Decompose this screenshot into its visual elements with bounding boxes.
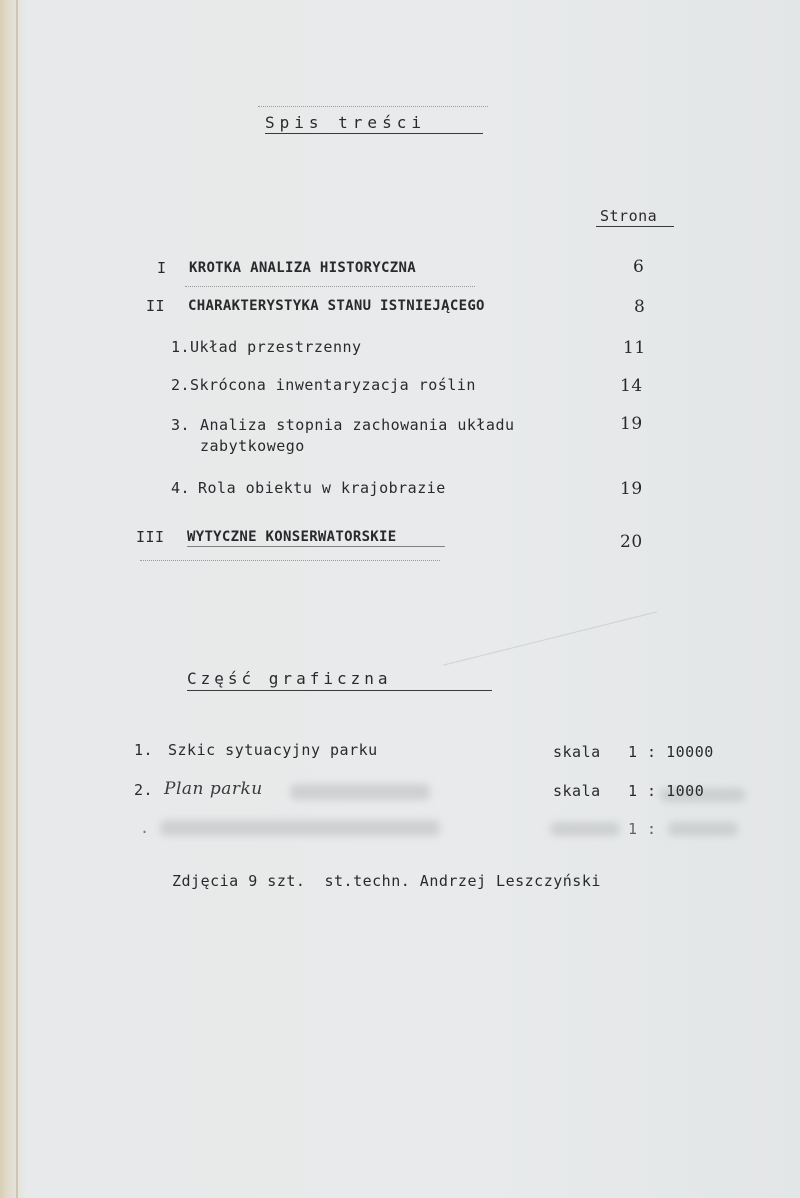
graphic-item-title: Szkic sytuacyjny parku xyxy=(168,741,378,759)
page-fold xyxy=(16,0,18,1198)
toc-heading-underline xyxy=(265,133,483,134)
toc-entry-number: III xyxy=(136,528,165,546)
toc-entry-title: Skrócona inwentaryzacja roślin xyxy=(190,376,476,394)
erased-text xyxy=(550,822,620,836)
graphic-item-scale-label: skala xyxy=(553,782,601,800)
graphic-item-scale: 1 : xyxy=(628,820,657,838)
graphic-item-number: 1. xyxy=(134,741,154,759)
page-column-label: Strona xyxy=(600,207,658,225)
toc-entry-number: 4. xyxy=(171,479,191,497)
heading-dots xyxy=(258,106,488,107)
graphic-item-title: Plan parku xyxy=(164,779,263,799)
graphic-item-number: 2. xyxy=(134,781,154,799)
graphic-heading-underline xyxy=(187,690,492,691)
toc-dots xyxy=(140,560,440,561)
toc-dots xyxy=(185,286,475,287)
toc-entry-page: 11 xyxy=(623,338,646,358)
toc-entry-page: 14 xyxy=(620,376,643,396)
toc-entry-title: WYTYCZNE KONSERWATORSKIE xyxy=(187,529,397,545)
toc-heading: Spis treści xyxy=(265,113,426,132)
erased-text xyxy=(160,820,440,836)
erased-text xyxy=(290,784,430,800)
toc-entry-number: II xyxy=(146,297,166,315)
toc-entry-number: 3. xyxy=(171,416,191,434)
toc-entry-title: Rola obiektu w krajobrazie xyxy=(198,479,446,497)
toc-entry-title: Analiza stopnia zachowania układu xyxy=(200,416,515,434)
toc-entry-title: CHARAKTERYSTYKA STANU ISTNIEJĄCEGO xyxy=(188,298,485,314)
toc-entry-page: 19 xyxy=(620,479,643,499)
graphic-item-scale: 1 : 10000 xyxy=(628,743,714,761)
toc-entry-page: 20 xyxy=(620,532,643,552)
footer-note: Zdjęcia 9 szt. st.techn. Andrzej Leszczyński xyxy=(172,872,601,890)
page-column-underline xyxy=(596,226,674,227)
graphic-item-scale-label: skala xyxy=(553,743,601,761)
erased-text xyxy=(668,822,738,836)
graphic-heading: Część graficzna xyxy=(187,669,392,688)
paper-smudge xyxy=(443,611,657,665)
toc-entry-number: 2. xyxy=(171,376,191,394)
graphic-item-scale: 1 : 1000 xyxy=(628,782,705,800)
toc-entry-number: 1. xyxy=(171,338,191,356)
graphic-item-number: . xyxy=(140,819,150,837)
toc-entry-title: Układ przestrzenny xyxy=(190,338,362,356)
toc-entry-number: I xyxy=(157,259,167,277)
toc-title-underline xyxy=(187,546,445,547)
toc-entry-page: 6 xyxy=(633,257,645,277)
toc-entry-page: 8 xyxy=(634,297,646,317)
toc-entry-title-continued: zabytkowego xyxy=(200,437,305,455)
toc-entry-page: 19 xyxy=(620,414,643,434)
toc-entry-title: KROTKA ANALIZA HISTORYCZNA xyxy=(189,260,416,276)
